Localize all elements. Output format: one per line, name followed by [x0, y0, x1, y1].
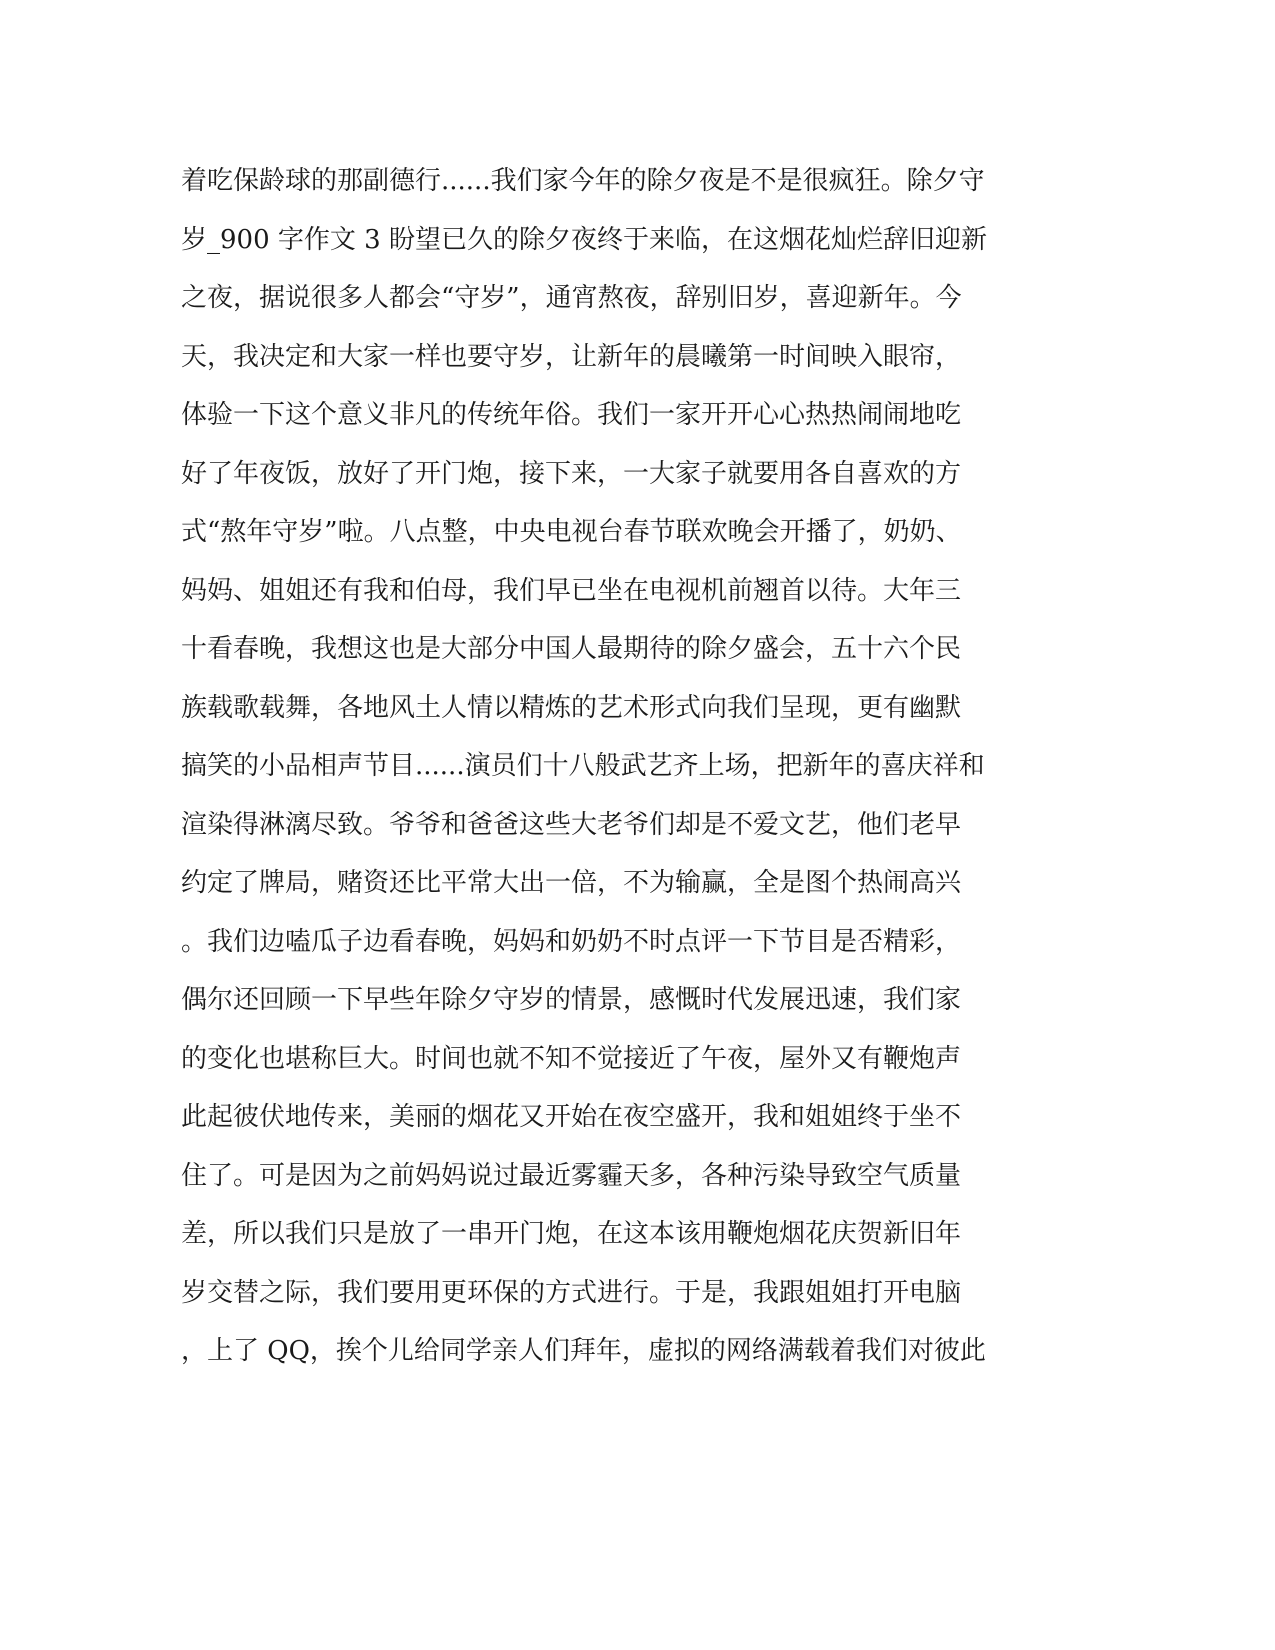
text-line: 之夜，据说很多人都会“守岁”，通宵熬夜，辞别旧岁，喜迎新年。今 [181, 283, 962, 313]
text-line: 妈妈、姐姐还有我和伯母，我们早已坐在电视机前翘首以待。大年三 [181, 575, 962, 606]
text-line: 岁_900 字作文 3 盼望已久的除夕夜终于来临，在这烟花灿烂辞旧迎新 [181, 224, 987, 255]
text-line: 渲染得淋漓尽致。爷爷和爸爸这些大老爷们却是不爱文艺，他们老早 [181, 809, 962, 840]
text-line: 好了年夜饭，放好了开门炮，接下来，一大家子就要用各自喜欢的方 [181, 458, 962, 489]
text-line: 族载歌载舞，各地风土人情以精炼的艺术形式向我们呈现，更有幽默 [181, 692, 962, 723]
text-line: 岁交替之际，我们要用更环保的方式进行。于是，我跟姐姐打开电脑 [181, 1277, 962, 1308]
text-line: 搞笑的小品相声节目......演员们十八般武艺齐上场，把新年的喜庆祥和 [181, 751, 985, 781]
text-line: ，上了 QQ，挨个儿给同学亲人们拜年，虚拟的网络满载着我们对彼此 [181, 1336, 986, 1366]
text-line: 的变化也堪称巨大。时间也就不知不觉接近了午夜，屋外又有鞭炮声 [181, 1043, 962, 1074]
text-line: 。我们边嗑瓜子边看春晚，妈妈和奶奶不时点评一下节目是否精彩， [181, 926, 962, 957]
text-line: 约定了牌局，赌资还比平常大出一倍，不为输赢，全是图个热闹高兴 [181, 868, 962, 898]
text-line: 体验一下这个意义非凡的传统年俗。我们一家开开心心热热闹闹地吃 [181, 400, 962, 430]
essay-body [181, 152, 1061, 1381]
text-line: 偶尔还回顾一下早些年除夕守岁的情景，感慨时代发展迅速，我们家 [181, 985, 962, 1015]
text-line: 差，所以我们只是放了一串开门炮，在这本该用鞭炮烟花庆贺新旧年 [181, 1219, 962, 1249]
text-line: 天，我决定和大家一样也要守岁，让新年的晨曦第一时间映入眼帘， [181, 341, 962, 372]
text-line: 着吃保龄球的那副德行......我们家今年的除夕夜是不是很疯狂。除夕守 [181, 166, 985, 196]
text-line: 住了。可是因为之前妈妈说过最近雾霾天多，各种污染导致空气质量 [181, 1160, 962, 1191]
text-line: 十看春晚，我想这也是大部分中国人最期待的除夕盛会，五十六个民 [181, 634, 962, 664]
text-line: 此起彼伏地传来，美丽的烟花又开始在夜空盛开，我和姐姐终于坐不 [181, 1102, 962, 1132]
text-line: 式“熬年守岁”啦。八点整，中央电视台春节联欢晚会开播了，奶奶、 [181, 517, 962, 547]
